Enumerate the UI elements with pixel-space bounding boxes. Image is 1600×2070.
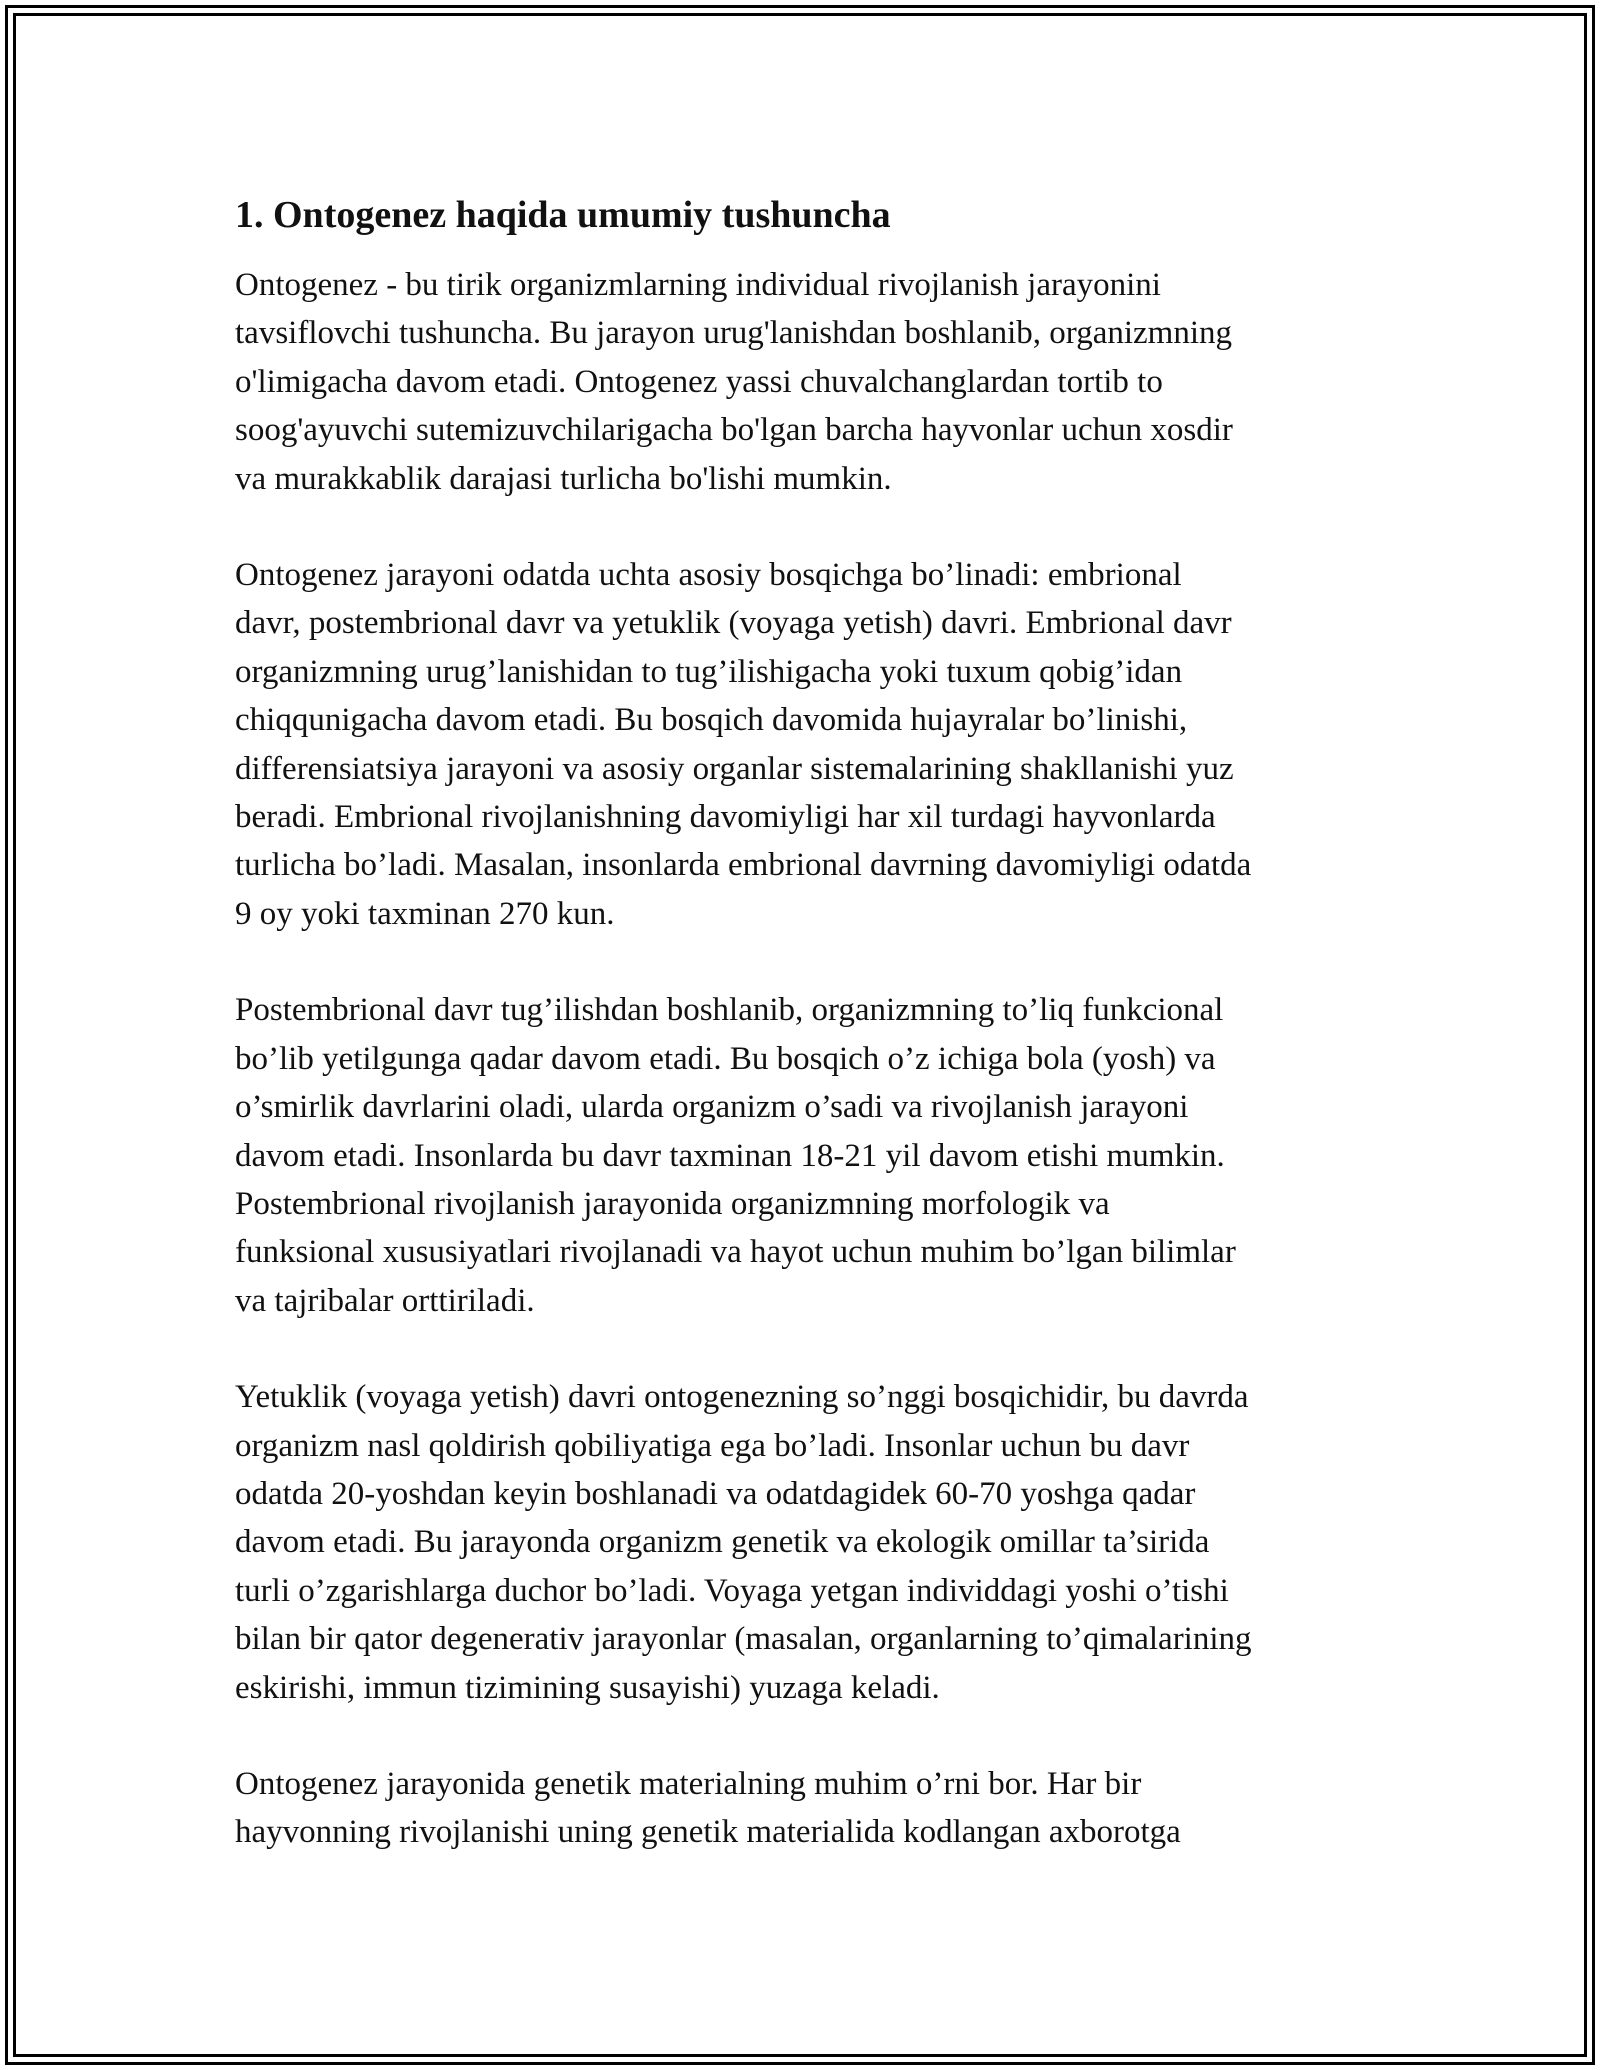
text-line: o'limigacha davom etadi. Ontogenez yassi chuvalchanglardan tortib to (235, 363, 1163, 400)
document-body (235, 187, 1380, 1905)
text-line: turlicha bo’ladi. Masalan, insonlarda embrional davrning davomiyligi odatda (235, 847, 1252, 884)
text-line: hayvonning rivojlanishi uning genetik materialida kodlangan axborotga (235, 1814, 1181, 1851)
text-line: eskirishi, immun tizimining susayishi) yuzaga keladi. (235, 1669, 940, 1706)
paragraph-4 (235, 1373, 1380, 1712)
text-line: va tajribalar orttiriladi. (235, 1282, 535, 1319)
text-line: o’smirlik davrlarini oladi, ularda organizm o’sadi va rivojlanish jarayoni (235, 1089, 1189, 1126)
text-line: davr, postembrional davr va yetuklik (voyaga yetish) davri. Embrional davr (235, 605, 1232, 642)
paragraph-2 (235, 551, 1380, 938)
text-line: turli o’zgarishlarga duchor bo’ladi. Voyaga yetgan individdagi yoshi o’tishi (235, 1572, 1229, 1609)
text-line: tavsiflovchi tushuncha. Bu jarayon urug'lanishdan boshlanib, organizmning (235, 315, 1232, 352)
text-line: Ontogenez - bu tirik organizmlarning individual rivojlanish jarayonini (235, 267, 1161, 303)
text-line: differensiatsiya jarayoni va asosiy organlar sistemalarining shakllanishi yuz (235, 750, 1234, 787)
paragraph-1 (235, 261, 1380, 503)
text-line: funksional xususiyatlari rivojlanadi va hayot uchun muhim bo’lgan bilimlar (235, 1234, 1236, 1271)
text-line: organizm nasl qoldirish qobiliyatiga ega bo’ladi. Insonlar uchun bu davr (235, 1427, 1190, 1464)
paragraph-5 (235, 1760, 1380, 1857)
text-line: soog'ayuvchi sutemizuvchilarigacha bo'lgan barcha hayvonlar uchun xosdir (235, 412, 1233, 449)
text-line: organizmning urug’lanishidan to tug’ilishigacha yoki tuxum qobig’idan (235, 653, 1183, 690)
text-line: beradi. Embrional rivojlanishning davomiyligi har xil turdagi hayvonlarda (235, 799, 1216, 836)
text-line: Postembrional rivojlanish jarayonida organizmning morfologik va (235, 1185, 1110, 1222)
paragraph-3 (235, 986, 1380, 1325)
text-line: 9 oy yoki taxminan 270 kun. (235, 895, 615, 932)
text-line: chiqqunigacha davom etadi. Bu bosqich davomida hujayralar bo’linishi, (235, 702, 1188, 739)
text-line: Ontogenez jarayoni odatda uchta asosiy bosqichga bo’linadi: embrional (235, 557, 1182, 594)
text-line: Yetuklik (voyaga yetish) davri ontogenezning so’nggi bosqichidir, bu davrda (235, 1379, 1249, 1416)
text-line: Ontogenez jarayonida genetik materialning muhim o’rni bor. Har bir (235, 1765, 1142, 1802)
section-heading: 1. Ontogenez haqida umumiy tushuncha (235, 194, 891, 236)
text-line: odatda 20-yoshdan keyin boshlanadi va odatdagidek 60-70 yoshga qadar (235, 1475, 1196, 1512)
text-line: va murakkablik darajasi turlicha bo'lishi mumkin. (235, 460, 892, 497)
text-line: Postembrional davr tug’ilishdan boshlanib, organizmning to’liq funkcional (235, 992, 1224, 1029)
text-line: bo’lib yetilgunga qadar davom etadi. Bu bosqich o’z ichiga bola (yosh) va (235, 1040, 1216, 1077)
text-line: davom etadi. Bu jarayonda organizm genetik va ekologik omillar ta’sirida (235, 1524, 1210, 1561)
text-line: davom etadi. Insonlarda bu davr taxminan 18-21 yil davom etishi mumkin. (235, 1137, 1225, 1174)
text-line: bilan bir qator degenerativ jarayonlar (masalan, organlarning to’qimalarining (235, 1621, 1252, 1658)
